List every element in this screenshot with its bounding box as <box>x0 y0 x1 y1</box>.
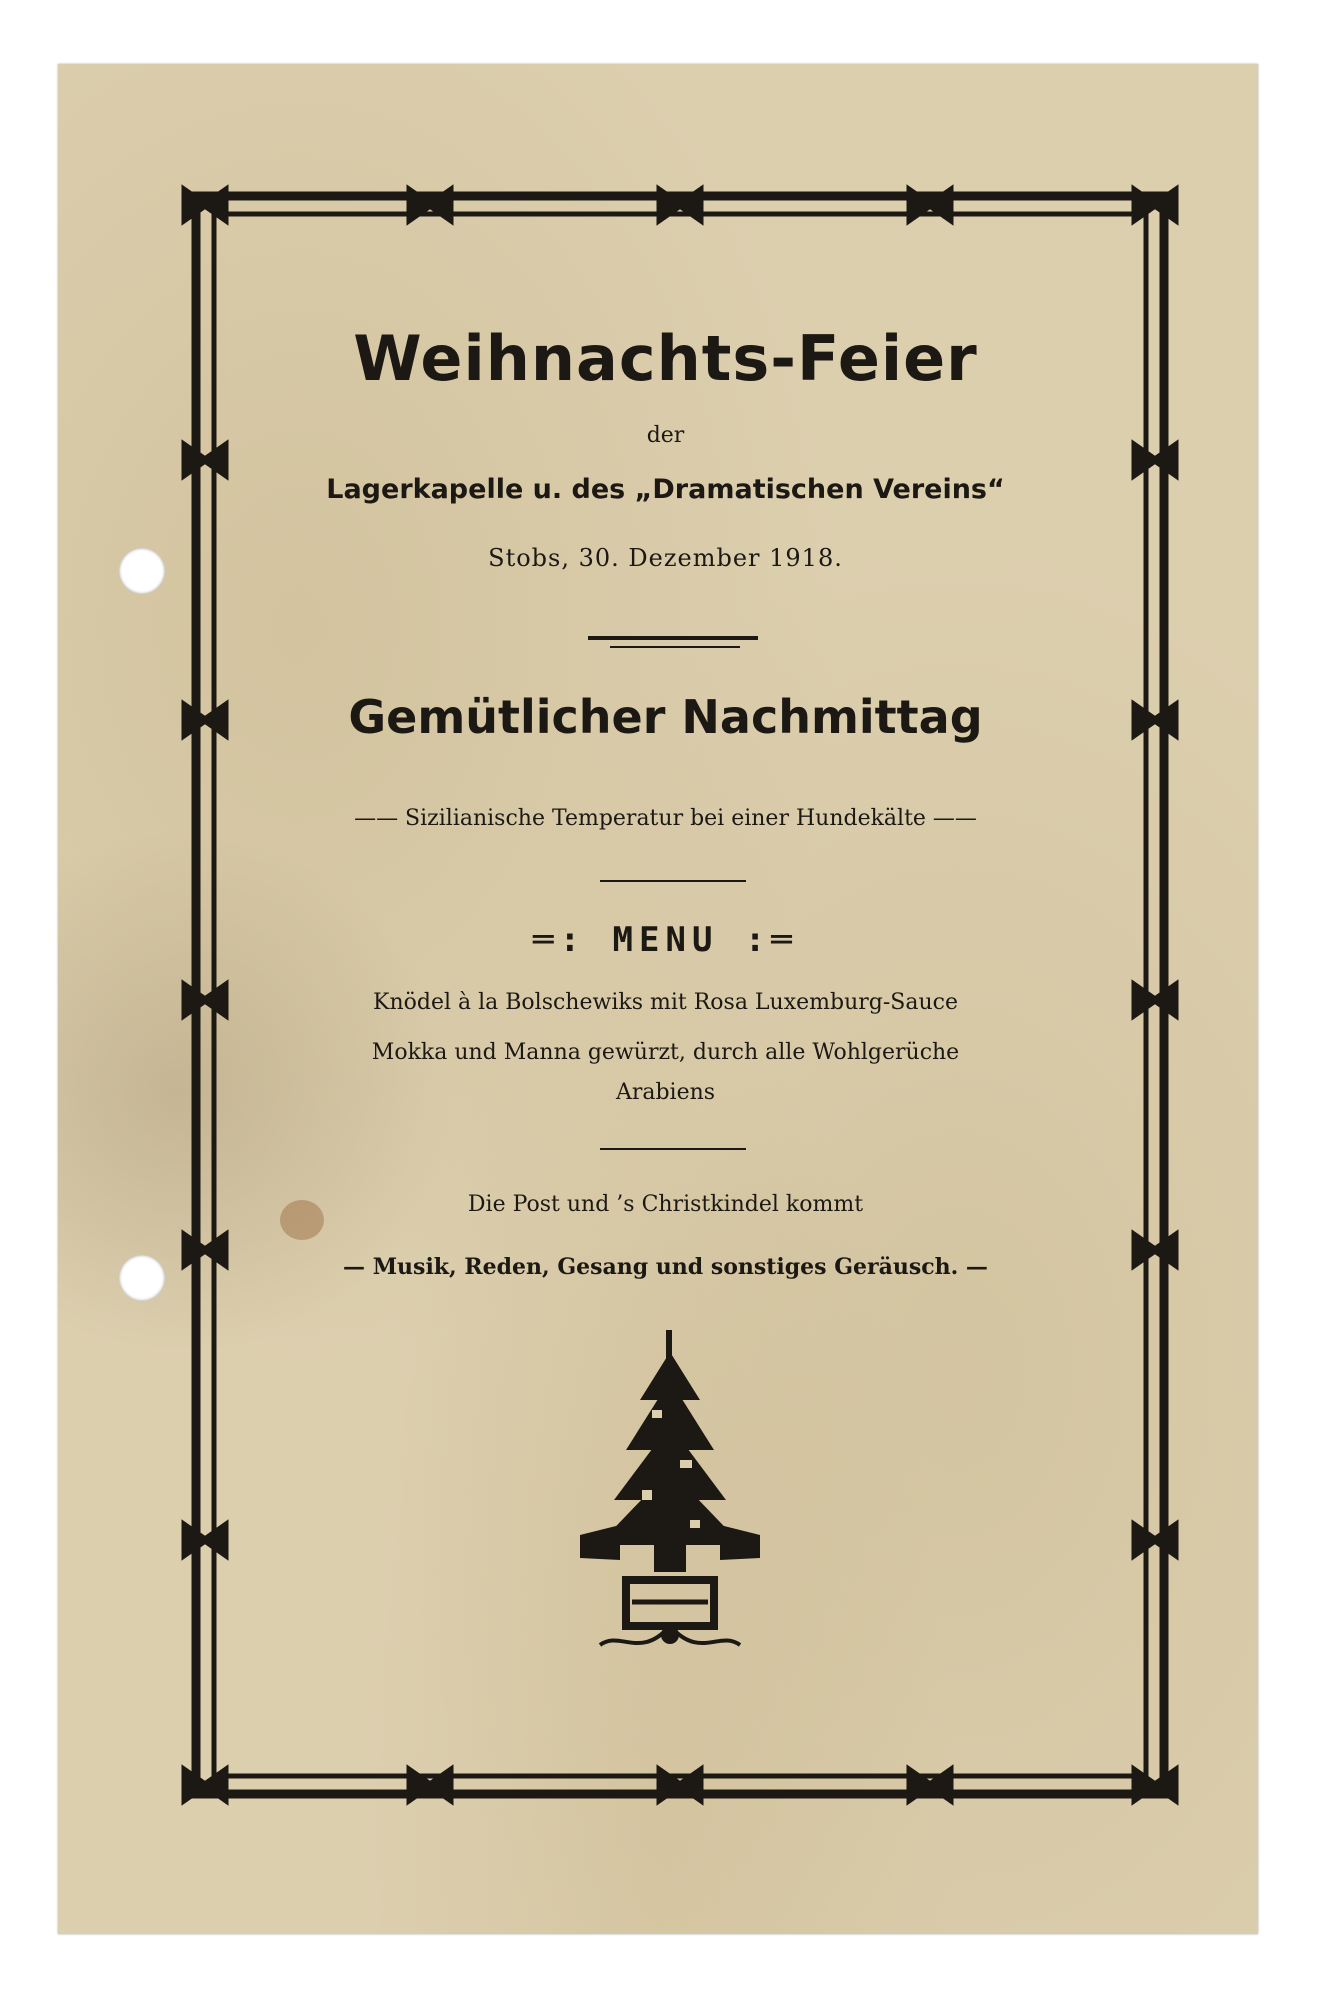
menu-heading: ═: MENU :═ <box>533 920 798 960</box>
divider-double-rule <box>588 636 758 640</box>
post-line: Die Post und ’s Christkindel kommt <box>467 1192 864 1217</box>
place-date-line: Stobs, 30. Dezember 1918. <box>488 544 843 572</box>
divider-rule-lower <box>600 1148 746 1150</box>
subtitle: Gemütlicher Nachmittag <box>348 690 983 744</box>
ribbon-knot-icon <box>1135 1526 1175 1554</box>
organizers-line: Lagerkapelle u. des „Dramatischen Vereins“ <box>326 474 1005 505</box>
ribbon-knot-icon <box>185 1526 225 1554</box>
music-line: — Musik, Reden, Gesang und sonstiges Geräusch. — <box>343 1254 988 1280</box>
divider-double-rule-thin <box>610 646 740 648</box>
ribbon-knot-icon <box>1135 446 1175 474</box>
divider-rule <box>600 880 746 882</box>
menu-item: Knödel à la Bolschewiks mit Rosa Luxemburg-Sauce <box>373 990 958 1015</box>
christmas-tree-icon <box>560 1330 780 1670</box>
der-line: der <box>646 423 685 448</box>
event-title: Weihnachts-Feier <box>353 322 978 395</box>
menu-item-continuation: Arabiens <box>615 1080 716 1105</box>
tagline: —— Sizilianische Temperatur bei einer Hundekälte —— <box>354 806 977 831</box>
menu-item: Mokka und Manna gewürzt, durch alle Wohlgerüche <box>371 1040 960 1065</box>
ribbon-knot-icon <box>185 446 225 474</box>
